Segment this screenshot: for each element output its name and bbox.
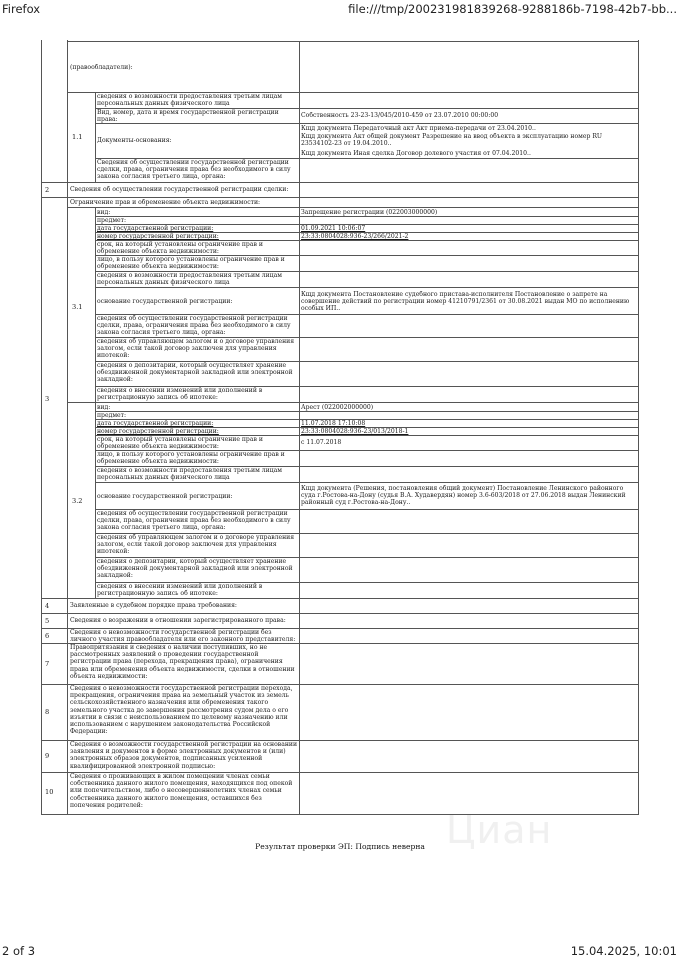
s8-number: 8: [45, 708, 50, 716]
s7-label: Правопритязания и сведения о наличии поступивших, но не рассмотренных заявлений о проведении государственной регистрации права (перехода, прекращения права), ограничения права или обременения объекта недвижимости, сделки в отношении объекта недвижимости:: [70, 644, 295, 680]
s3-valcol: [299, 197, 300, 598]
s1-doc-1: Кщд документа Передаточный акт Акт приема-передачи от 23.04.2010..: [301, 125, 536, 132]
print-datetime: 15.04.2025, 10:01: [570, 944, 677, 958]
depositary-label: сведения о депозитарии, который осуществляет хранение обездвиженной документарной закладной или электронной закладной:: [97, 558, 293, 580]
s7-number: 7: [45, 660, 50, 668]
term-label: срок, на который установлены ограничение прав и обременение объекта недвижимости:: [97, 436, 263, 451]
browser-app-name: Firefox: [2, 2, 41, 16]
s3-record-divider: [68, 402, 638, 403]
s9-label: Сведения о возможности государственной регистрации на основании заявления и документов в форме электронных документов и (или) электронных образов документов, подписанных усиленной квалифицированной электронной подписью:: [70, 741, 298, 770]
row-line: [95, 287, 638, 288]
number-column-divider: [67, 40, 68, 815]
document-url: file:///tmp/200231981839268-9288186b-7198-42b7-bb...: [348, 2, 677, 16]
s1-subcol: [95, 92, 96, 183]
basis-label: основание государственной регистрации:: [97, 493, 233, 500]
reg-num-label: номер государственной регистрации:: [97, 233, 219, 240]
s2-label: Сведения об осуществлении государственной регистрации сделки:: [70, 186, 289, 193]
s1-third-party-label: сведения о возможности предоставления третьим лицам персональных данных физического лица: [97, 93, 283, 108]
s1-docs-label: Документы-основания:: [97, 137, 172, 144]
kind-value: Арест (022002000000): [301, 404, 374, 411]
kind-label: вид:: [97, 404, 111, 411]
s1-holders-label: (правообладатели):: [70, 64, 133, 71]
basis-label: основание государственной регистрации:: [97, 298, 233, 305]
reg-date-label: дата государственной регистрации:: [97, 420, 214, 427]
signature-check-result: Результат проверки ЭП: Подпись неверна: [255, 842, 425, 851]
kind-value: Запрещение регистрации (022003000000): [301, 209, 438, 216]
s3-record-2-number: 3.2: [72, 497, 83, 505]
s6-number: 6: [45, 632, 50, 640]
section-divider: [42, 613, 638, 614]
s1-doc-3: Кщд документа Иная сделка Договор долевого участия от 07.04.2010..: [301, 150, 531, 157]
s2-number: 2: [45, 186, 50, 194]
s3-title: Ограничение прав и обременение объекта недвижимости:: [70, 199, 261, 206]
frame-left: [41, 40, 42, 815]
s8-label: Сведения о невозможности государственной регистрации перехода, прекращения, ограничения права на земельный участок из земель сельскохозяйственного назначения или обременения такого земельного участка до завершения рассмотрения судом дела о его изъятии в связи с неиспользованием по целевому назначению или использованием с нарушением законодательства Российской Федерации:: [70, 685, 293, 736]
basis-value: Кщд документа Постановление судебного пристава-исполнителя Постановление о запрете на совершение действий по регистрации номер 41210791/2361 от 30.08.2021 выдан МО по исполнению особых ИП..: [301, 291, 630, 313]
changes-label: сведения о внесении изменений или дополнений в регистрационную запись об ипотеке:: [97, 583, 263, 598]
section-divider: [42, 182, 638, 183]
kind-label: вид:: [97, 209, 111, 216]
s1-top: [68, 41, 638, 42]
s10-label: Сведения о проживающих в жилом помещении членах семьи собственника данного жилого помещения, находящихся под опекой или попечительством, либо о несовершеннолетних членах семьи собственника данного жилого помещения, оставшихся без попечения родителей:: [70, 773, 293, 809]
mortgage-label: сведения об управляющем залогом и о договоре управления залогом, если такой договор заключен для управления ипотекой:: [97, 534, 295, 556]
reg-date-value: 11.07.2018 17:10:08: [301, 420, 366, 427]
s1-valcol: [299, 41, 300, 182]
watermark: Циан: [446, 808, 553, 852]
s9-number: 9: [45, 752, 50, 760]
consent-label: сведения об осуществлении государственной регистрации сделки, права, ограничения права без необходимого в силу закона согласия третьего лица, органа:: [97, 510, 291, 532]
pd-label: сведения о возможности предоставления третьим лицам персональных данных физического лица: [97, 272, 283, 287]
basis-value: Кщд документа (Решения, постановления общий документ) Постановление Ленинского районного суда г.Ростова-на-Дону (судья В.А. Худавердян) номер 3.6-603/2018 от 27.06.2018 выдан Ленинский районный суд г.Ростова-на-Дону..: [301, 485, 626, 507]
consent-label: сведения об осуществлении государственной регистрации сделки, права, ограничения права без необходимого в силу закона согласия третьего лица, органа:: [97, 315, 291, 337]
s1-right-value: Собственность 23-23-13/045/2010-459 от 23.07.2010 00:00:00: [301, 112, 499, 119]
s5-label: Сведения о возражении в отношении зарегистрированного права:: [70, 617, 286, 624]
s3-title-line: [68, 207, 638, 208]
depositary-label: сведения о депозитарии, который осуществляет хранение обездвиженной документарной закладной или электронной закладной:: [97, 362, 293, 384]
person-label: лицо, в пользу которого установлены ограничение прав и обременение объекта недвижимости:: [97, 256, 285, 271]
s1-number: 1.1: [72, 133, 83, 141]
subject-label: предмет:: [97, 412, 127, 419]
browser-footer: [0, 944, 680, 960]
s4-label: Заявленные в судебном порядке права требования:: [70, 602, 237, 609]
row-line: [95, 482, 638, 483]
page-counter: 2 of 3: [2, 944, 36, 958]
reg-num-value: 23:33:0804028:936-23/013/2018-1: [301, 428, 409, 435]
s4-number: 4: [45, 602, 50, 610]
section-divider: [42, 197, 638, 198]
reg-date-value: 01.09.2021 10:06:07: [301, 225, 366, 232]
reg-num-value: 23:33:0804028:936-23/266/2021-2: [301, 233, 409, 240]
person-label: лицо, в пользу которого установлены ограничение прав и обременение объекта недвижимости:: [97, 451, 285, 466]
subject-label: предмет:: [97, 217, 127, 224]
pd-label: сведения о возможности предоставления третьим лицам персональных данных физического лица: [97, 467, 283, 482]
s1-consent-label: Сведения об осуществлении государственной регистрации сделки, права, ограничения права без необходимого в силу закона согласия третьего лица, органа:: [97, 159, 291, 181]
changes-label: сведения о внесении изменений или дополнений в регистрационную запись об ипотеке:: [97, 387, 263, 402]
s3-number: 3: [45, 395, 50, 403]
s1-doc-2: Кщд документа Акт общей документ Разрешение на ввод объекта в эксплуатацию номер RU 23534102-23 от 19.04.2010..: [301, 133, 603, 148]
mortgage-label: сведения об управляющем залогом и о договоре управления залогом, если такой договор заключен для управления ипотекой:: [97, 338, 295, 360]
term-label: срок, на который установлены ограничение прав и обременение объекта недвижимости:: [97, 241, 263, 256]
reg-num-label: номер государственной регистрации:: [97, 428, 219, 435]
reg-date-label: дата государственной регистрации:: [97, 225, 214, 232]
s3-record-1-number: 3.1: [72, 303, 83, 311]
s5-number: 5: [45, 617, 50, 625]
s2-valcol: [299, 182, 300, 197]
s3-subcol: [95, 207, 96, 598]
s1-right-label: Вид, номер, дата и время государственной регистрации права:: [97, 109, 279, 124]
lower-valcol: [299, 598, 300, 815]
s6-label: Сведения о невозможности государственной регистрации без личного участия правообладателя или его законного представителя:: [70, 629, 296, 644]
term-value: с 11.07.2018: [301, 439, 342, 446]
s10-number: 10: [45, 788, 54, 796]
frame-right: [638, 40, 639, 815]
section-divider: [42, 598, 638, 599]
